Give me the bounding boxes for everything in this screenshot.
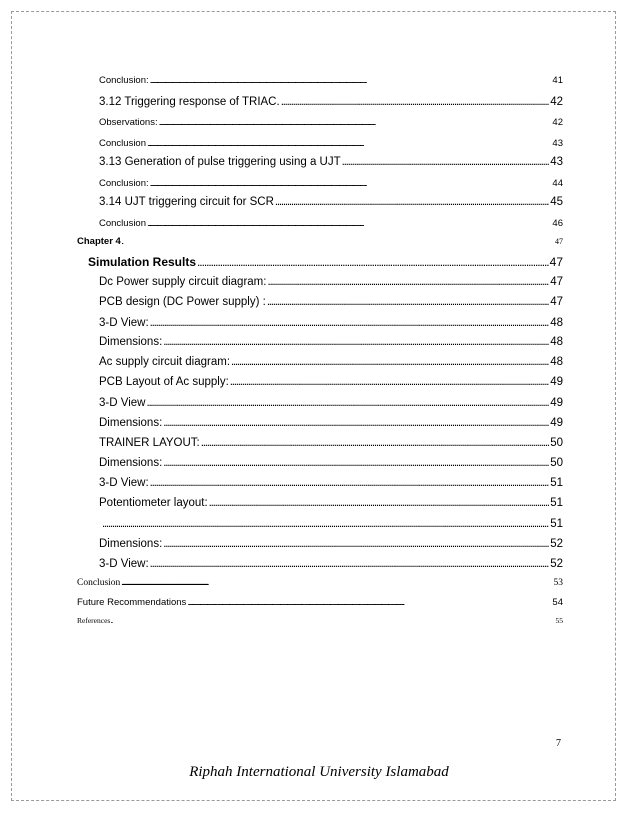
leader-dots [102,518,549,530]
toc-entry[interactable] [77,597,563,608]
toc-entry-page: 48 [550,317,563,329]
toc-entry-title: 3.13 Generation of pulse triggering using a UJT [99,156,341,168]
toc-entry-title: 3-D View: [99,317,149,329]
toc-entry-page: 41 [552,75,563,86]
toc-entry[interactable] [99,178,563,189]
toc-entry-page: 50 [550,457,563,469]
toc-entry-title: Conclusion [99,138,146,149]
toc-entry-title: Chapter 4 [77,236,121,247]
toc-entry-title: Observations: [99,117,158,128]
toc-entry-page: 47 [549,255,563,269]
page-footer: Riphah International University Islamabad [189,764,449,780]
toc-entry[interactable] [99,117,563,128]
leader-dots [163,538,549,550]
toc-entry-page: 42 [550,96,563,108]
leader-dots [163,336,549,348]
toc-entry-page: 48 [550,336,563,348]
leader-dots [147,138,551,149]
toc-entry-title: 3-D View: [99,558,149,570]
leader-dots [267,276,549,288]
toc-entry-page: 49 [550,376,563,388]
toc-entry-title: Ac supply circuit diagram: [99,356,231,368]
toc-entry[interactable] [99,138,563,149]
leader-dots [150,75,552,86]
toc-entry-title: 3-D View [99,397,146,409]
toc-entry-page: 44 [552,178,563,189]
toc-entry-page: 45 [550,196,563,208]
toc-entry-title: PCB design (DC Power supply) : [99,296,266,308]
toc-entry-title: Conclusion: [99,178,149,189]
toc-entry-page: 46 [552,218,563,229]
toc-entry-page: 55 [555,616,563,625]
toc-entry[interactable] [99,558,563,570]
toc-entry-page: 50 [550,437,563,449]
toc-entry[interactable] [101,518,563,530]
toc-entry-title: Conclusion: [99,75,149,86]
toc-entry-page: 49 [550,417,563,429]
leader-dots [150,317,550,329]
toc-entry-title: 3.12 Triggering response of TRIAC. [99,96,280,108]
leader-dots [163,417,549,429]
toc-entry-page: 49 [550,397,563,409]
leader-dots [230,376,549,388]
leader-dots [121,578,552,588]
toc-entry[interactable] [99,457,563,469]
toc-entry[interactable] [99,196,563,208]
leader-dots [159,117,552,128]
toc-entry-title: Dimensions: [99,457,163,469]
leader-dots [111,616,554,625]
toc-entry-page: 53 [553,578,563,588]
toc-entry-title: Dc Power supply circuit diagram: [99,276,267,288]
toc-entry-title: 3.14 UJT triggering circuit for SCR [99,196,274,208]
toc-chapter-entry[interactable] [77,236,563,247]
leader-dots [231,356,549,368]
leader-dots [201,437,549,449]
toc-entry-title: Simulation Results [88,255,197,269]
leader-dots [150,477,550,489]
toc-entry[interactable] [99,417,563,429]
toc-entry[interactable] [99,75,563,86]
toc-entry-page: 47 [550,276,563,288]
toc-entry-page: 43 [552,138,563,149]
leader-dots [150,558,550,570]
toc-entry-title: Conclusion [99,218,146,229]
toc-entry-title: Dimensions: [99,417,163,429]
leader-dots [197,255,549,269]
toc-entry[interactable] [99,276,563,288]
toc-entry-page: 47 [555,237,563,246]
leader-dots [150,178,552,189]
toc-entry[interactable] [99,156,563,168]
toc-entry-title: 3-D View: [99,477,149,489]
toc-section-entry[interactable] [88,255,563,269]
leader-dots [163,457,549,469]
toc-entry[interactable] [99,317,563,329]
toc-entry-title: PCB Layout of Ac supply: [99,376,229,388]
toc-entry[interactable] [99,296,563,308]
toc-entry-title: Conclusion [77,578,121,588]
toc-entry-title: References [77,616,111,625]
toc-entry-title: Potentiometer layout: [99,497,208,509]
toc-entry-page: 52 [550,558,563,570]
page-number: 7 [556,738,561,749]
toc-entry-page: 43 [550,156,563,168]
leader-dots [147,218,551,229]
toc-entry-page: 54 [552,597,563,608]
toc-entry[interactable] [99,397,563,409]
toc-entry-page: 51 [550,477,563,489]
toc-entry-page: 42 [552,117,563,128]
leader-dots [275,196,549,208]
toc-entry[interactable] [99,477,563,489]
toc-entry-page: 48 [550,356,563,368]
toc-entry[interactable] [99,96,563,108]
toc-entry[interactable] [99,218,563,229]
toc-entry[interactable] [99,356,563,368]
toc-entry-page: 51 [550,518,563,530]
leader-dots [187,597,551,608]
leader-dots [122,237,554,246]
leader-dots [209,497,550,509]
toc-entry[interactable] [99,376,563,388]
toc-entry-title: Future Recommendations [77,597,187,608]
leader-dots [342,156,550,168]
leader-dots [267,296,549,308]
toc-entry-title: Dimensions: [99,538,163,550]
leader-dots [146,397,549,409]
toc-entry[interactable] [99,538,563,550]
toc-entry-title: Dimensions: [99,336,163,348]
toc-entry[interactable] [99,437,563,449]
leader-dots [281,96,550,108]
toc-entry[interactable] [99,497,563,509]
toc-entry-page: 51 [550,497,563,509]
toc-entry-page: 47 [550,296,563,308]
toc-entry-title: TRAINER LAYOUT: [99,437,200,449]
toc-entry[interactable] [77,616,563,625]
toc-entry-page: 52 [550,538,563,550]
toc-entry[interactable] [77,578,563,588]
toc-entry[interactable] [99,336,563,348]
